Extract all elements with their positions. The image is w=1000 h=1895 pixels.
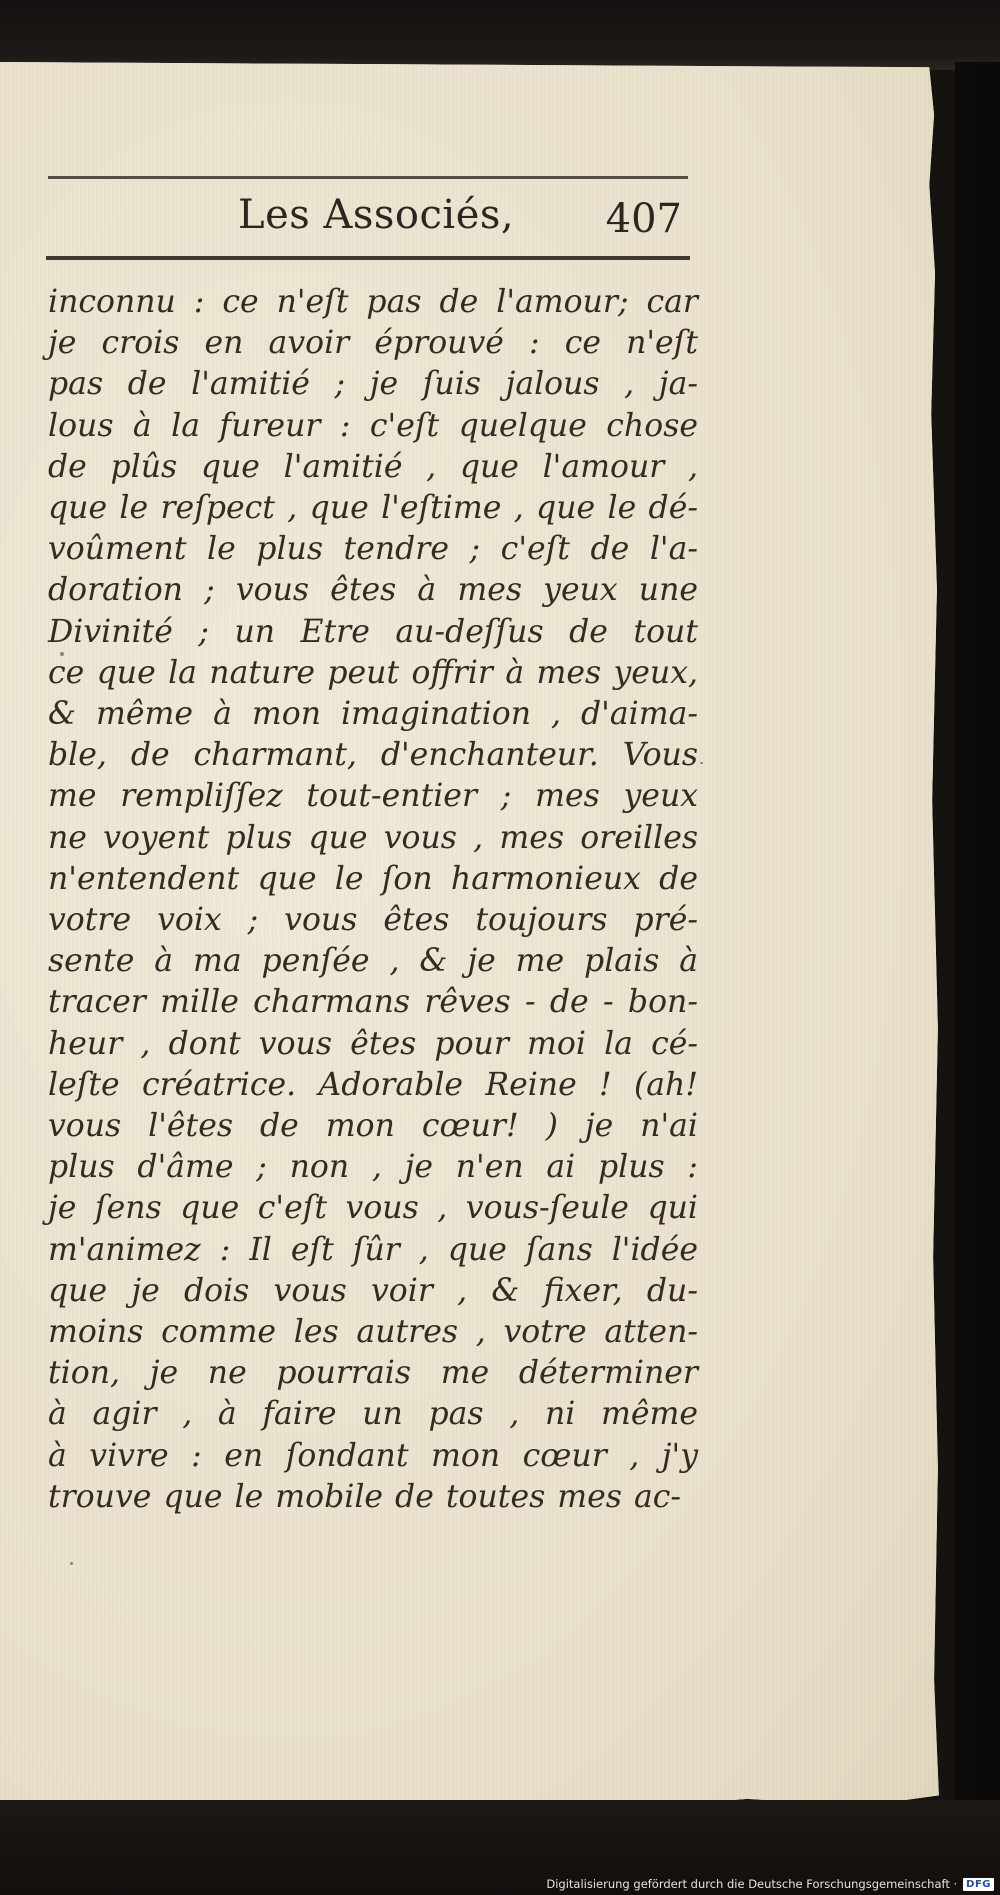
text-line: votre voix ; vous êtes toujours pré- — [48, 902, 698, 939]
paper-speck — [70, 1562, 73, 1565]
text-line: trouve que le mobile de toutes mes ac- — [48, 1478, 682, 1515]
scan-right-shadow — [955, 62, 1000, 1822]
text-line: ble, de charmant, d'enchanteur. Vous — [48, 737, 698, 774]
credit-text: Digitalisierung gefördert durch die Deutsche Forschungsgemeinschaft · — [546, 1877, 958, 1891]
header-rule-top — [48, 176, 688, 179]
text-line: Divinité ; un Etre au-deſſus de tout — [48, 613, 698, 650]
dfg-logo: DFG — [963, 1878, 994, 1891]
text-line: n'entendent que le ſon harmonieux de — [48, 860, 698, 897]
text-line: m'animez : Il eſt ſûr , que ſans l'idée — [48, 1231, 698, 1268]
running-header — [48, 176, 688, 256]
text-line: me rempliſſez tout-entier ; mes yeux — [48, 778, 698, 815]
text-line: ne voyent plus que vous , mes oreilles — [48, 819, 698, 856]
text-line: à vivre : en ſondant mon cœur , j'y — [48, 1437, 698, 1474]
page-number: 407 — [605, 196, 682, 242]
paper-speck — [700, 762, 703, 764]
text-line: lous à la fureur : c'eſt quelque chose — [48, 407, 698, 444]
text-line: heur , dont vous êtes pour moi la cé- — [48, 1025, 698, 1062]
text-line: doration ; vous êtes à mes yeux une — [48, 572, 698, 609]
text-line: vous l'êtes de mon cœur! ) je n'ai — [48, 1108, 698, 1145]
text-line: tracer mille charmans rêves - de - bon- — [48, 984, 698, 1021]
text-line: à agir , à faire un pas , ni même — [48, 1396, 698, 1433]
text-line: que le reſpect , que l'eſtime , que le dé- — [48, 490, 698, 527]
text-line: & même à mon imagination , d'aima- — [48, 696, 698, 733]
text-line: ce que la nature peut offrir à mes yeux, — [48, 654, 698, 691]
text-line: moins comme les autres , votre atten- — [48, 1314, 698, 1351]
text-line: inconnu : ce n'eſt pas de l'amour; car — [48, 284, 698, 320]
running-title: Les Associés, — [238, 192, 515, 238]
text-line: plus d'âme ; non , je n'en ai plus : — [48, 1149, 698, 1186]
text-line: que je dois vous voir , & fixer, du- — [48, 1272, 698, 1309]
digitization-credit — [546, 1877, 994, 1891]
text-line: je crois en avoir éprouvé : ce n'eſt — [48, 325, 698, 362]
text-line: voûment le plus tendre ; c'eſt de l'a- — [48, 531, 698, 568]
text-line: sente à ma penſée , & je me plais à — [48, 943, 698, 980]
text-line: leſte créatrice. Adorable Reine ! (ah! — [48, 1066, 698, 1103]
page-body-text — [48, 282, 698, 1518]
text-line: tion, je ne pourrais me déterminer — [48, 1355, 698, 1392]
text-line: pas de l'amitié ; je ſuis jalous , ja- — [48, 366, 698, 403]
scan-top-edge — [0, 0, 1000, 70]
text-line: de plûs que l'amitié , que l'amour , — [48, 448, 698, 485]
text-line: je ſens que c'eſt vous , vous-ſeule qui — [48, 1190, 698, 1227]
header-rule-bottom — [46, 256, 690, 260]
